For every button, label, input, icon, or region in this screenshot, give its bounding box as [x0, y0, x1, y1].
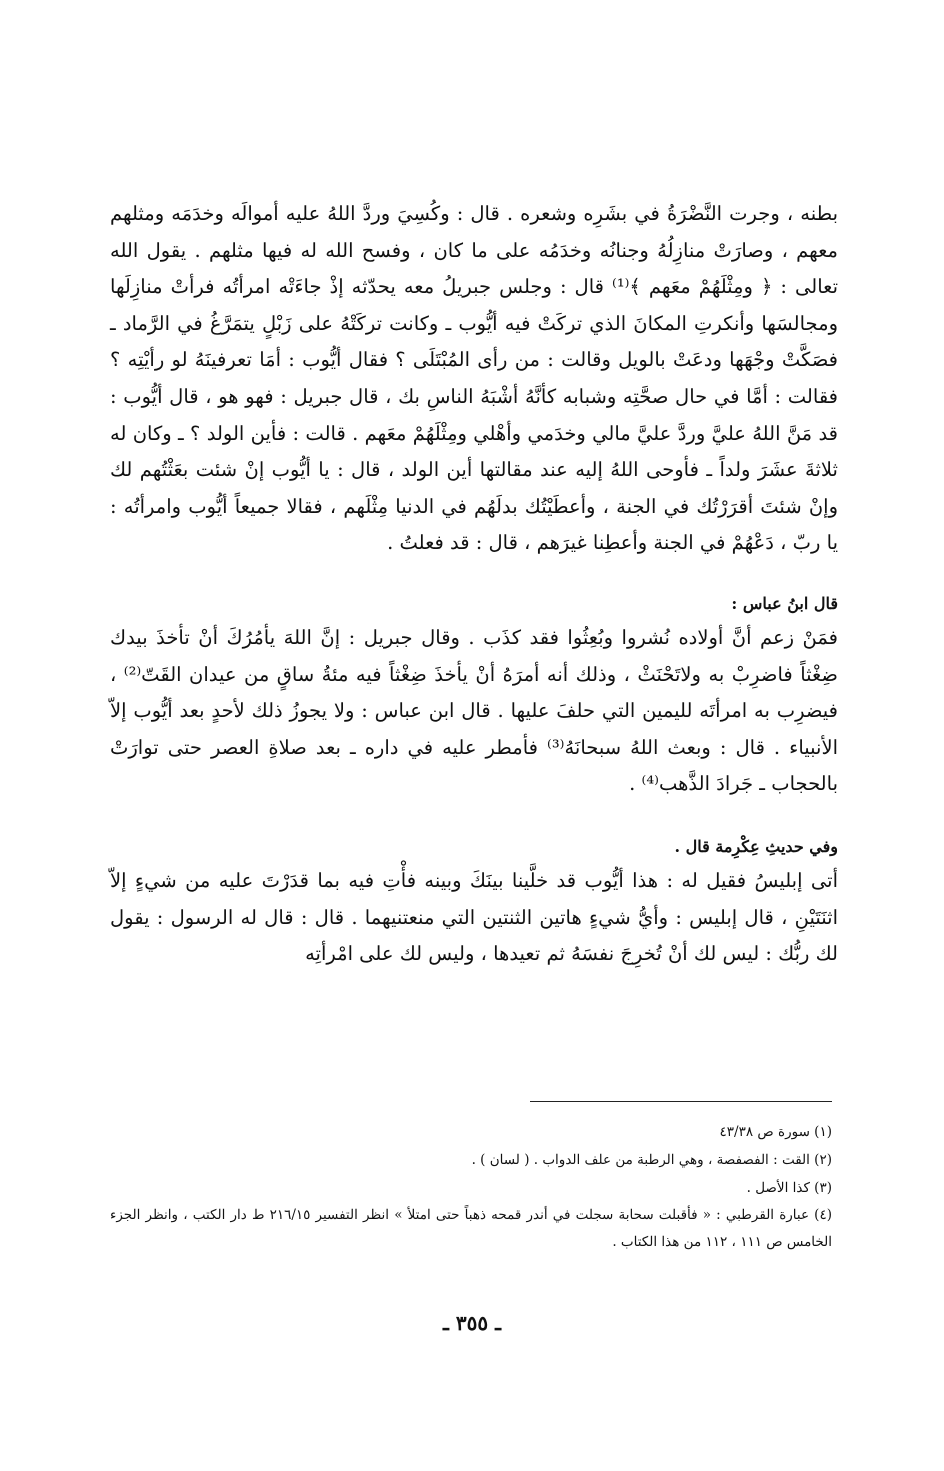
footnote-1: (١) سورة ص ٤٣/٣٨: [719, 1124, 832, 1140]
main-text: [110, 196, 838, 973]
paragraph-3: أتى إبليسُ فقيل له : هذا أيُّوب قد خلَّينا بينَكَ وبينه فأْتِ فيه بما قدَرْتَ عليه من شيءٍ إلاّ اثنَتَيْنِ ، قال إبليس : وأيُّ شيءٍ هاتين الثنتين التي منعتنيهما . قال : قال له الرسول : يقول لك ربُّك : ليس لك أنْ تُخرِجَ نفسَهُ ثم تعيدها ، وليس لك على امْرأتِه: [110, 868, 838, 966]
paragraph-1: بطنه ، وجرت النَّضْرَةُ في بشَرِه وشعره . قال : وكُسِيَ وردَّ اللهُ عليه أموالَه وخدَمَه ومثلهم معهم ، وصارَتْ منازِلُهُ وجنانُه وخدَمُه على ما كان ، وفسح الله له فيها مثلهم . يقول الله تعالى : ﴿ ومِثْلَهُمْ معَهم ﴾⁽¹⁾ قال : وجلس جبريلُ معه يحدّثه إذْ جاءَتْه امرأتُه فرأتْ منازِلَها ومجالسَها وأنكرتِ المكانَ الذي تركَتْ فيه أيُّوب ـ وكانت تركَتْهُ على زَبْلٍ يتمَرَّغُ في الرَّماد ـ فصَكَّتْ وجْهَها ودعَتْ بالويل وقالت : من رأى المُبْتَلَى ؟ فقال أيُّوب : أمَا تعرفينَهُ لو رأيْتِه ؟ فقالت : أمَّا في حال صحَّتِه وشبابه كأنَّهُ أشْبَهُ الناسِ بك ، قال جبريل : فهو هو ، قال أيُّوب : قد مَنَّ اللهُ عليَّ وردَّ عليَّ مالي وخدَمي وأهْلي ومِثْلَهُمْ معَهم . قالت : فأين الولد ؟ ـ وكان له ثلاثةَ عشَرَ ولداً ـ فأوحى اللهُ إليه عند مقالتها أين الولد ، قال : يا أيُّوب إنْ شئت بعَثْتُهم لك وإنْ شئتَ أقرَرْتُك في الجنة ، وأعطَيْتُك بدلَهُم في الدنيا مِثْلَهم ، فقالا جميعاً أيُّوب وامرأتُه : يا ربّ ، دَعْهُمْ في الجنة وأعطِنا غيرَهم ، قال : قد فعلتُ .: [110, 202, 838, 555]
footnotes: [110, 1118, 832, 1256]
footnote-divider: [530, 1101, 832, 1102]
spacer: [110, 803, 838, 831]
footnote-3: (٣) كذا الأصل .: [746, 1180, 832, 1196]
section-heading-ibn-abbas: قال ابنُ عباس :: [731, 593, 838, 613]
page-number: ـ ٣٥٥ ـ: [443, 1311, 501, 1335]
footnote-2: (٢) القت : الفصفصة ، وهي الرطبة من علف الدواب . ( لسان ) .: [471, 1152, 832, 1168]
spacer: [110, 562, 838, 588]
paragraph-2: فمَنْ زعم أنَّ أولاده نُشروا وبُعِثُوا فقد كذَب . وقال جبريل : إنَّ اللهَ يأمُرُكَ أنْ تأخذَ بيدك ضِغْثاً فاضرِبْ به ولاتَحْنَثْ ، وذلك أنه أمرَهُ أنْ يأخذَ ضِغْثاً فيه مئةُ ساقٍ من عيدان القَتّ⁽²⁾ ، فيضرِب به امرأتَه لليمين التي حلفَ عليها . قال ابن عباس : ولا يجوزُ ذلك لأحدٍ بعد أيُّوب إلاّ الأنبياء . قال : وبعث اللهُ سبحانَهُ⁽³⁾ فأمطر عليه في داره ـ بعد صلاةِ العصر حتى توارَتْ بالحجاب ـ جَرادَ الذَّهب⁽⁴⁾ .: [110, 625, 839, 796]
footnote-4: (٤) عبارة القرطبي : « فأقبلت سحابة سجلت في أندر قمحه ذهباً حتى امتلأ » انظر التفسير ٢١٦/١٥ ط دار الكتب ، وانظر الجزء الخامس ص ١١١ ، ١١٢ من هذا الكتاب .: [110, 1207, 832, 1250]
section-heading-ikrima: وفي حديثِ عِكْرِمة قال .: [674, 836, 838, 856]
